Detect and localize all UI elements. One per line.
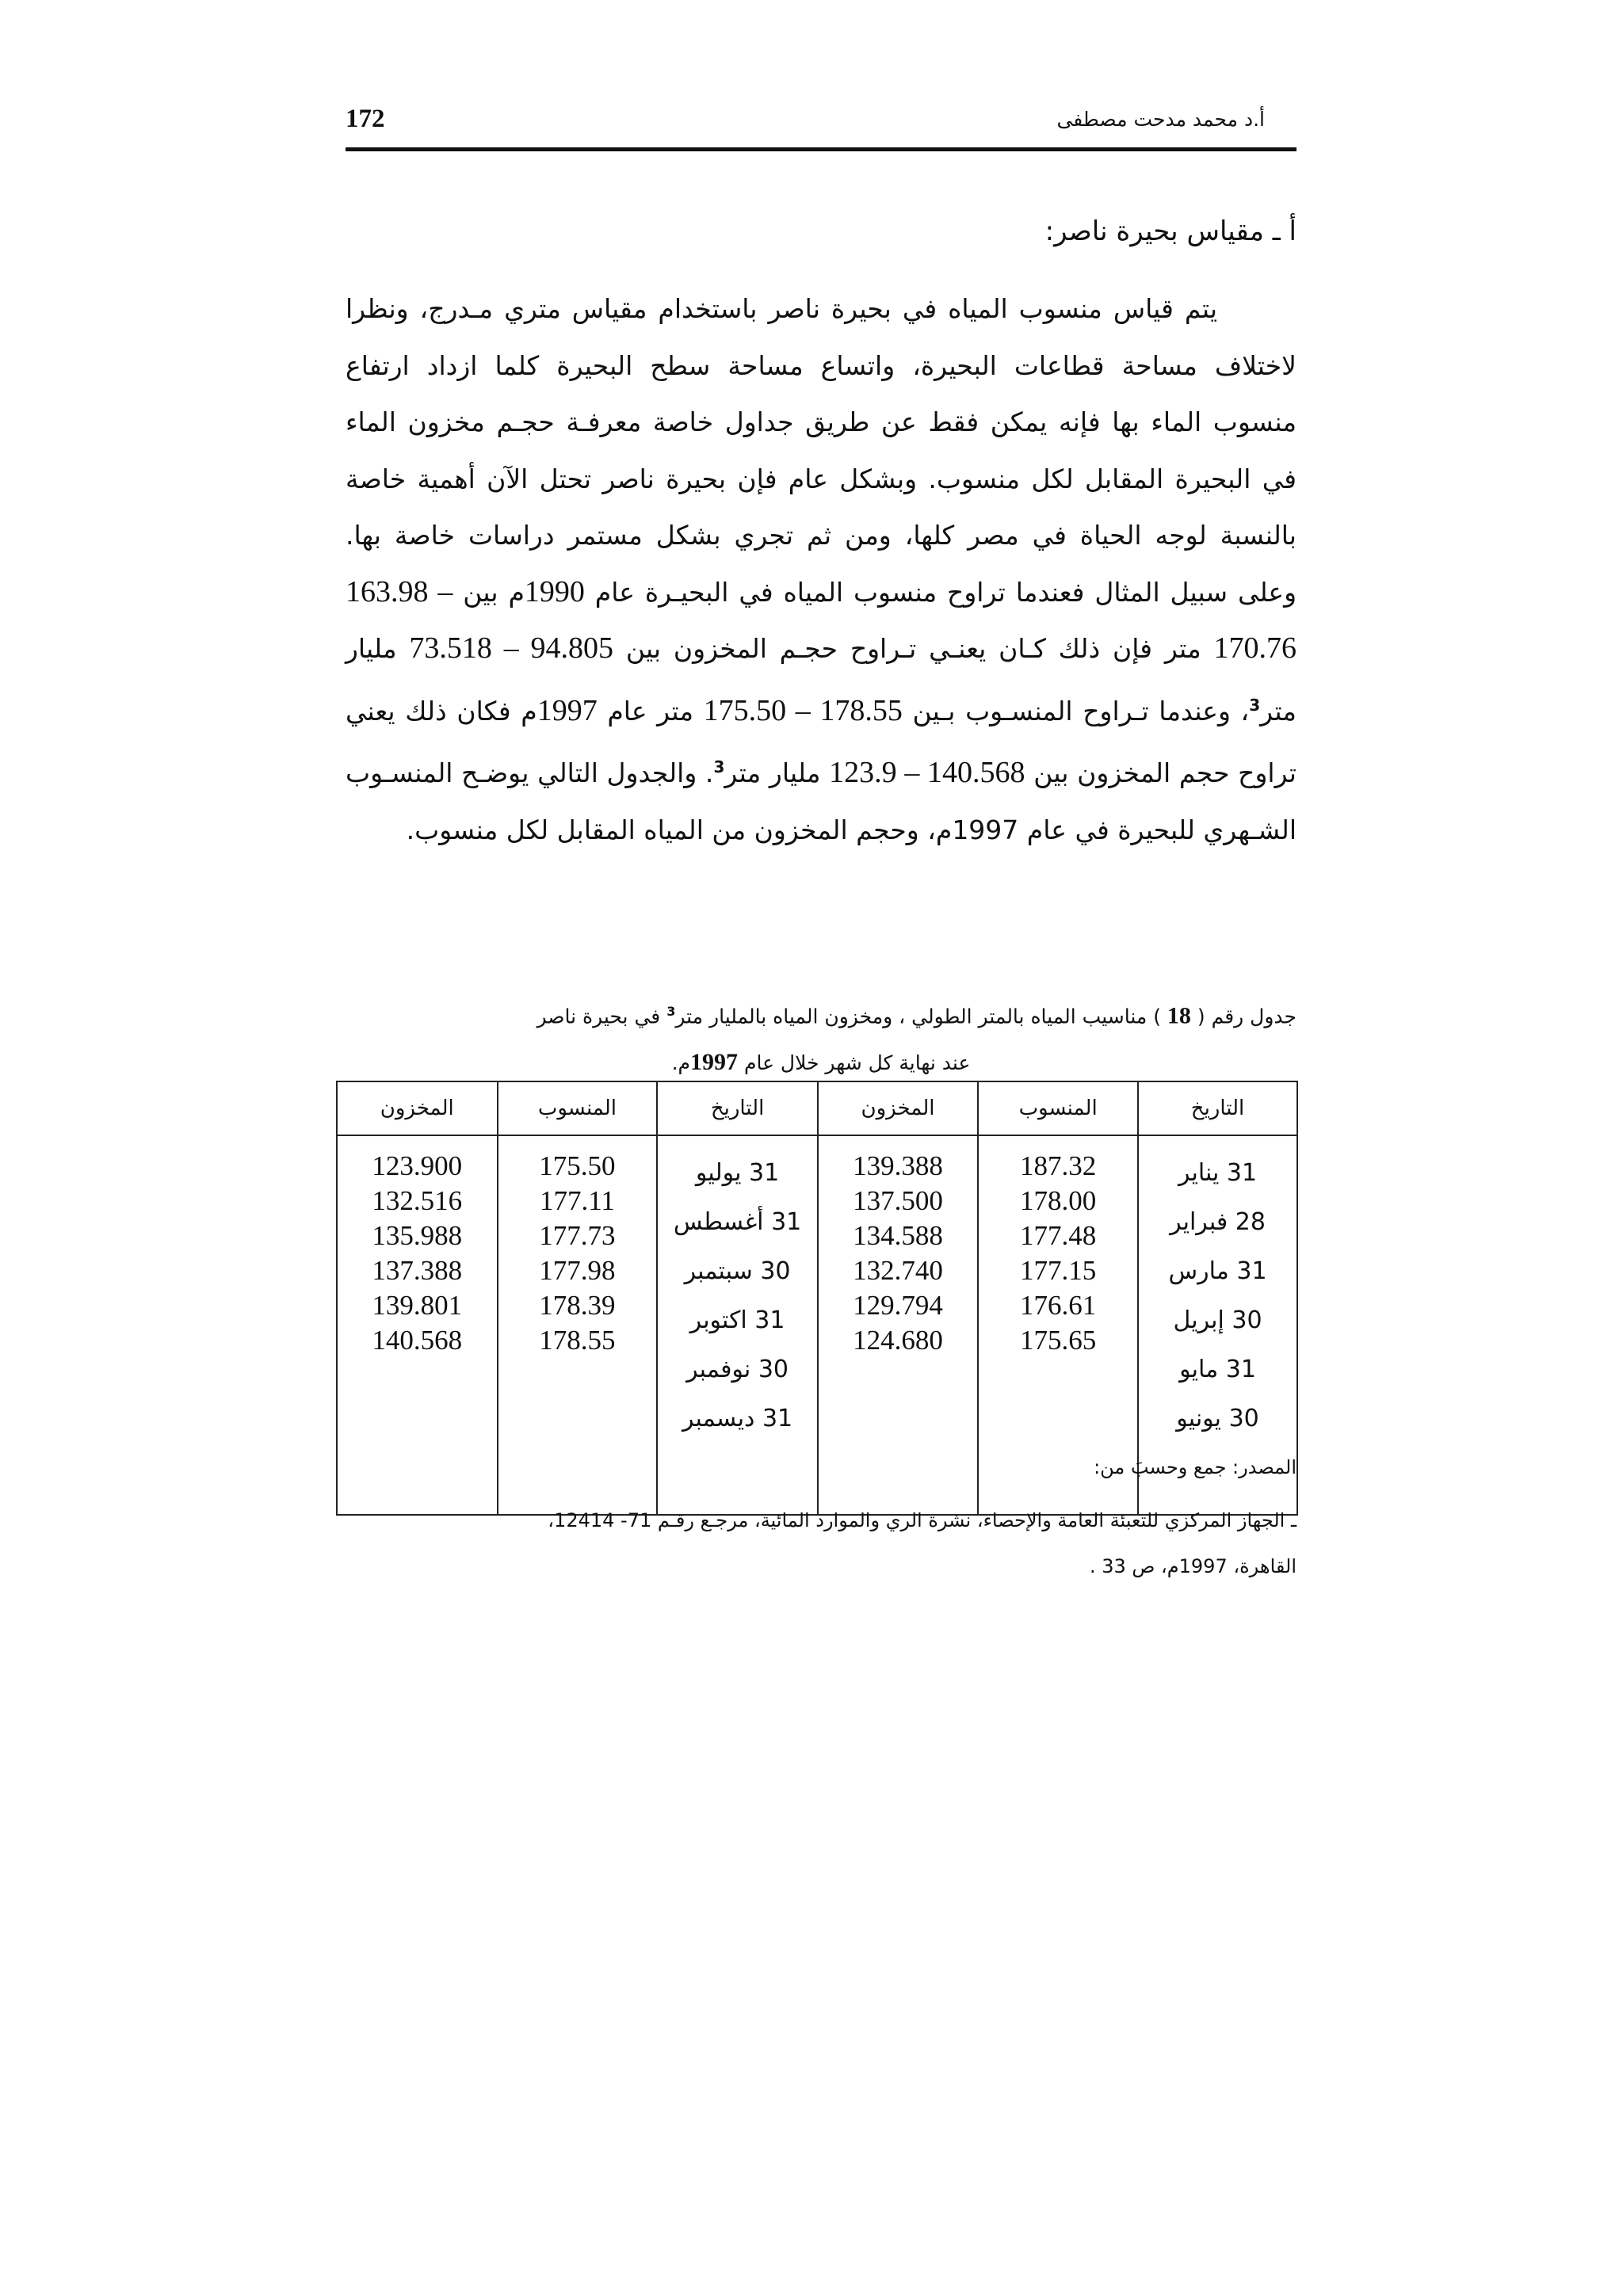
table-date-cell: 30 يونيو	[1176, 1405, 1259, 1432]
table-value-cell: 177.98	[539, 1255, 616, 1286]
table-value-cell: 177.48	[1020, 1220, 1097, 1251]
table-value-cell: 187.32	[1020, 1150, 1097, 1181]
caption-prefix: جدول رقم (	[1197, 1005, 1296, 1028]
caption-line2-end: م.	[671, 1051, 691, 1075]
water-levels-table	[336, 1081, 1298, 1516]
table-value-cell: 176.61	[1020, 1290, 1097, 1321]
dates-first-list	[1140, 1149, 1296, 1444]
table-header-row	[337, 1081, 1297, 1135]
table-value-cell: 140.568	[372, 1325, 463, 1356]
cubed-superscript: 3	[713, 757, 725, 776]
page-number: 172	[346, 105, 385, 133]
table-value-cell: 137.500	[853, 1185, 943, 1216]
table-date-cell: 31 يناير	[1178, 1159, 1258, 1187]
source-line-1: ـ الجهاز المركزي للتعبئة العامة والإحصاء، نشرة الري والموارد المائية، مرجـع رقـم 71- 12414،	[548, 1509, 1296, 1531]
table-value-cell: 177.15	[1020, 1255, 1097, 1286]
paragraph-text: م فكان ذلك يعني تراوح حجم المخزون بين	[346, 695, 1296, 788]
storage-first-half	[818, 1135, 978, 1515]
year-1997: 1997	[537, 693, 598, 727]
table-value-cell: 139.388	[853, 1150, 943, 1181]
paragraph-text: متر فإن ذلك كـان يعنـي تـراوح حجـم المخزون بين	[625, 633, 1201, 664]
author-name: أ.د محمد مدحت مصطفى	[1056, 108, 1265, 131]
table-value-cell: 177.73	[539, 1220, 616, 1251]
caption-middle: ) مناسيب المياه بالمتر الطولي ، ومخزون المياه بالمليار متر	[675, 1005, 1161, 1028]
caption-superscript: 3	[666, 1004, 676, 1019]
caption-line2-text: عند نهاية كل شهر خلال عام	[743, 1051, 971, 1075]
table-date-cell: 31 مايو	[1179, 1356, 1256, 1383]
source-line-2: القاهرة، 1997م، ص 33 .	[1089, 1555, 1296, 1577]
table-value-cell: 134.588	[853, 1220, 943, 1251]
table-value-cell: 175.65	[1020, 1325, 1097, 1356]
table-value-cell: 123.900	[372, 1150, 463, 1181]
storage-second-list	[338, 1149, 496, 1358]
header-storage-2: المخزون	[337, 1081, 498, 1135]
table-value-cell: 129.794	[853, 1290, 943, 1321]
caption-year: 1997	[690, 1049, 739, 1076]
table-date-cell: 30 سبتمبر	[684, 1257, 791, 1285]
storage-first-list	[819, 1149, 976, 1358]
paragraph-text: مليار متر	[346, 633, 1296, 727]
table-date-cell: 30 إبريل	[1173, 1306, 1262, 1334]
header-date-1: التاريخ	[1138, 1081, 1297, 1135]
caption-line-2	[346, 1039, 1296, 1086]
table-value-cell: 178.39	[539, 1290, 616, 1321]
table-value-cell: 178.55	[539, 1325, 616, 1356]
storage-range-1990: 73.518 – 94.805	[409, 631, 614, 665]
source-label: المصدر: جمع وحسبَ من:	[1094, 1456, 1296, 1478]
header-date-2: التاريخ	[657, 1081, 817, 1135]
table-value-cell: 135.988	[372, 1220, 463, 1251]
header-level-2: المنسوب	[498, 1081, 658, 1135]
levels-second-list	[499, 1149, 656, 1358]
storage-range-1997: 123.9 – 140.568	[829, 756, 1025, 789]
table-value-cell: 139.801	[372, 1290, 463, 1321]
header-storage-1: المخزون	[818, 1081, 978, 1135]
dates-second-list	[659, 1149, 815, 1444]
body-paragraph	[346, 280, 1296, 858]
header-level-1: المنسوب	[978, 1081, 1138, 1135]
caption-suffix: في بحيرة ناصر	[537, 1005, 661, 1028]
levels-first-list	[980, 1149, 1136, 1358]
table-value-cell: 132.516	[372, 1185, 463, 1216]
paragraph-text: ، وعندما تـراوح المنسـوب بـين	[912, 695, 1250, 727]
table-date-cell: 30 نوفمبر	[686, 1356, 789, 1383]
table-value-cell: 175.50	[539, 1150, 616, 1181]
header-rule	[346, 147, 1296, 151]
table-caption	[346, 989, 1296, 1086]
paragraph-text: يتم قياس منسوب المياه في بحيرة ناصر باستخدام مقياس متري مـدرج، ونظرا لاختلاف مساحة قطاعات البحيرة، واتساع مساحة سطح البحيرة كلما ازداد ارتفاع منسوب الماء بها فإنه يمكن فقط عن طريق جداول خاصة معرفـة حجـم مخزون الماء في البحيرة المقابل لكل منسوب. وبشكل عام فإن بحيرة ناصر تحتل الآن أهمية خاصة بالنسبة لوجه الحياة في مصر كلها، ومن ثم تجري بشكل مستمر دراسات خاصة بها. وعلى سبيل المثال فعندما تراوح منسوب المياه في البحيـرة عام	[346, 293, 1297, 608]
table-value-cell: 132.740	[853, 1255, 943, 1286]
storage-second-half	[337, 1135, 498, 1515]
table-number: 18	[1167, 1002, 1191, 1029]
level-range-1997: 175.50 – 178.55	[703, 693, 903, 727]
table-value-cell: 124.680	[853, 1325, 943, 1356]
dates-second-half	[657, 1135, 817, 1515]
source-reference	[346, 1497, 1296, 1589]
section-heading: أ ـ مقياس بحيرة ناصر:	[1044, 215, 1296, 247]
running-header	[346, 105, 1296, 152]
paragraph-text: مليار متر	[724, 757, 821, 788]
paragraph-text: م بين	[463, 576, 525, 608]
paragraph-text: . والجدول التالي يوضـح المنسـوب الشـهري للبحيرة في عام 1997م، وحجم المخزون من المياه المقابل لكل منسوب.	[346, 757, 1296, 845]
caption-line-1	[346, 989, 1296, 1039]
table-date-cell: 31 أغسطس	[673, 1208, 802, 1236]
table-date-cell: 31 مارس	[1168, 1257, 1267, 1285]
level-range-1990: 163.98 – 170.76	[346, 574, 1296, 665]
table-value-cell: 178.00	[1020, 1185, 1097, 1216]
table-date-cell: 31 يوليو	[695, 1159, 780, 1187]
table-value-cell: 137.388	[372, 1255, 463, 1286]
table-date-cell: 31 ديسمبر	[682, 1405, 793, 1432]
year-1990: 1990	[524, 574, 585, 608]
cubed-superscript: 3	[1249, 695, 1261, 715]
levels-second-half	[498, 1135, 658, 1515]
table-date-cell: 28 فبراير	[1170, 1208, 1266, 1236]
table-value-cell: 177.11	[539, 1185, 615, 1216]
paragraph-text: متر عام	[607, 695, 694, 727]
table-date-cell: 31 اكتوبر	[689, 1306, 785, 1334]
